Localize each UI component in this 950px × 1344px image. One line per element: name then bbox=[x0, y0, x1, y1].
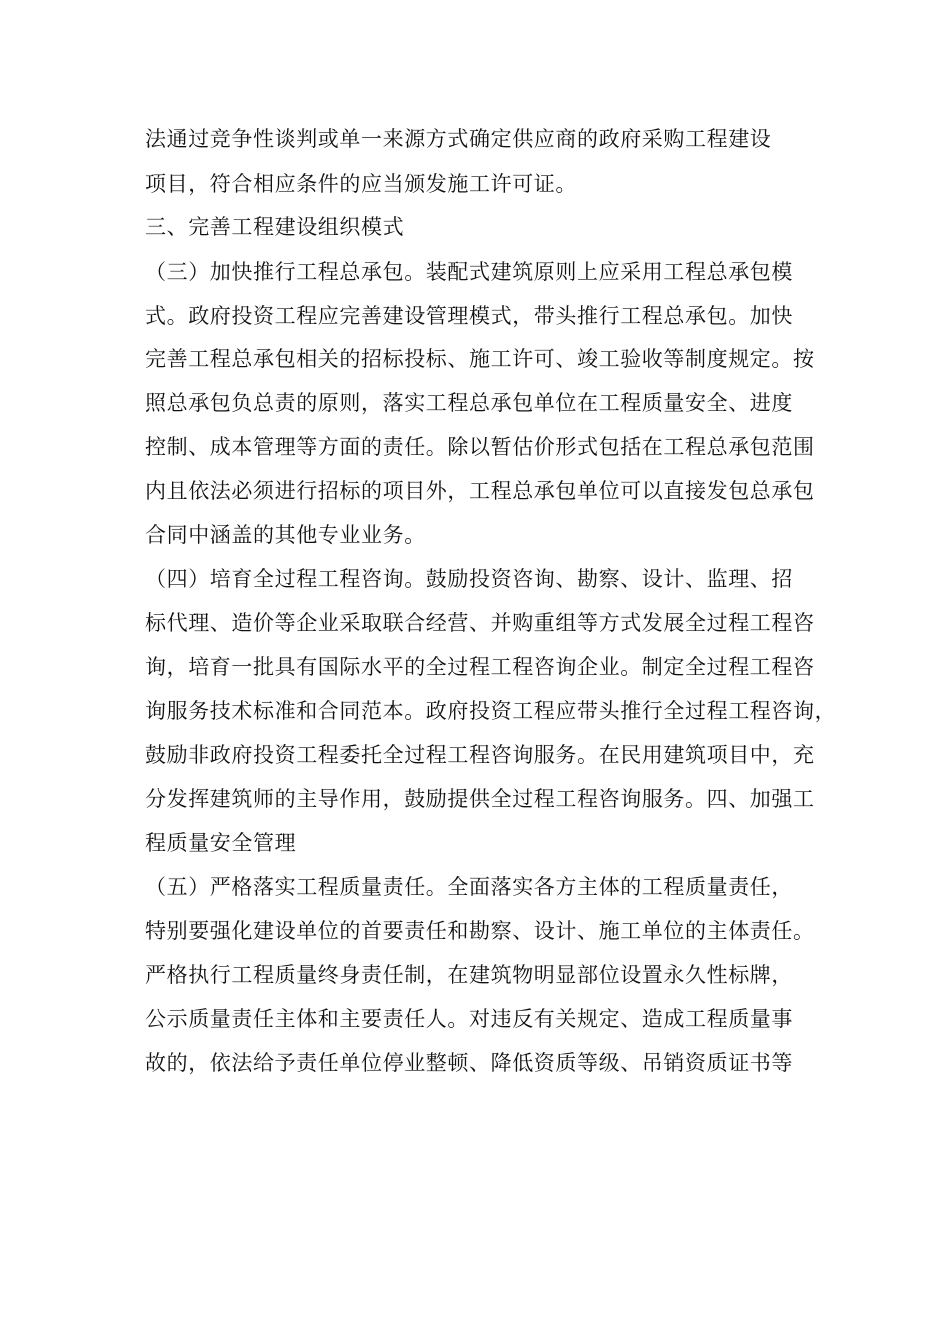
text-line: 询服务技术标准和合同范本。政府投资工程应带头推行全过程工程咨询， bbox=[145, 699, 837, 723]
text-line: 公示质量责任主体和主要责任人。对违反有关规定、造成工程质量事 bbox=[145, 1007, 793, 1031]
text-line: 分发挥建筑师的主导作用，鼓励提供全过程工程咨询服务。四、加强工 bbox=[145, 787, 815, 811]
text-line: 标代理、造价等企业采取联合经营、并购重组等方式发展全过程工程咨 bbox=[145, 611, 815, 635]
section-heading: 三、完善工程建设组织模式 bbox=[145, 215, 405, 239]
text-line: 严格执行工程质量终身责任制，在建筑物明显部位设置永久性标牌， bbox=[145, 963, 793, 987]
text-line: 完善工程总承包相关的招标投标、施工许可、竣工验收等制度规定。按 bbox=[145, 347, 815, 371]
text-line: 照总承包负总责的原则，落实工程总承包单位在工程质量安全、进度 bbox=[145, 391, 793, 415]
text-line: 程质量安全管理 bbox=[145, 831, 297, 855]
text-line: 项目，符合相应条件的应当颁发施工许可证。 bbox=[145, 172, 577, 196]
text-line: 故的，依法给予责任单位停业整顿、降低资质等级、吊销资质证书等 bbox=[145, 1051, 793, 1075]
text-line: （五）严格落实工程质量责任。全面落实各方主体的工程质量责任， bbox=[145, 875, 793, 899]
text-line: （三）加快推行工程总承包。装配式建筑原则上应采用工程总承包模 bbox=[145, 260, 793, 284]
text-line: 鼓励非政府投资工程委托全过程工程咨询服务。在民用建筑项目中，充 bbox=[145, 743, 815, 767]
text-line: 询，培育一批具有国际水平的全过程工程咨询企业。制定全过程工程咨 bbox=[145, 655, 815, 679]
text-line: 合同中涵盖的其他专业业务。 bbox=[145, 523, 426, 547]
text-line: 控制、成本管理等方面的责任。除以暂估价形式包括在工程总承包范围 bbox=[145, 435, 815, 459]
text-line: 法通过竞争性谈判或单一来源方式确定供应商的政府采购工程建设 bbox=[145, 127, 772, 151]
text-line: 内且依法必须进行招标的项目外，工程总承包单位可以直接发包总承包 bbox=[145, 479, 815, 503]
text-line: 特别要强化建设单位的首要责任和勘察、设计、施工单位的主体责任。 bbox=[145, 919, 815, 943]
text-line: （四）培育全过程工程咨询。鼓励投资咨询、勘察、设计、监理、招 bbox=[145, 567, 793, 591]
text-line: 式。政府投资工程应完善建设管理模式，带头推行工程总承包。加快 bbox=[145, 304, 793, 328]
